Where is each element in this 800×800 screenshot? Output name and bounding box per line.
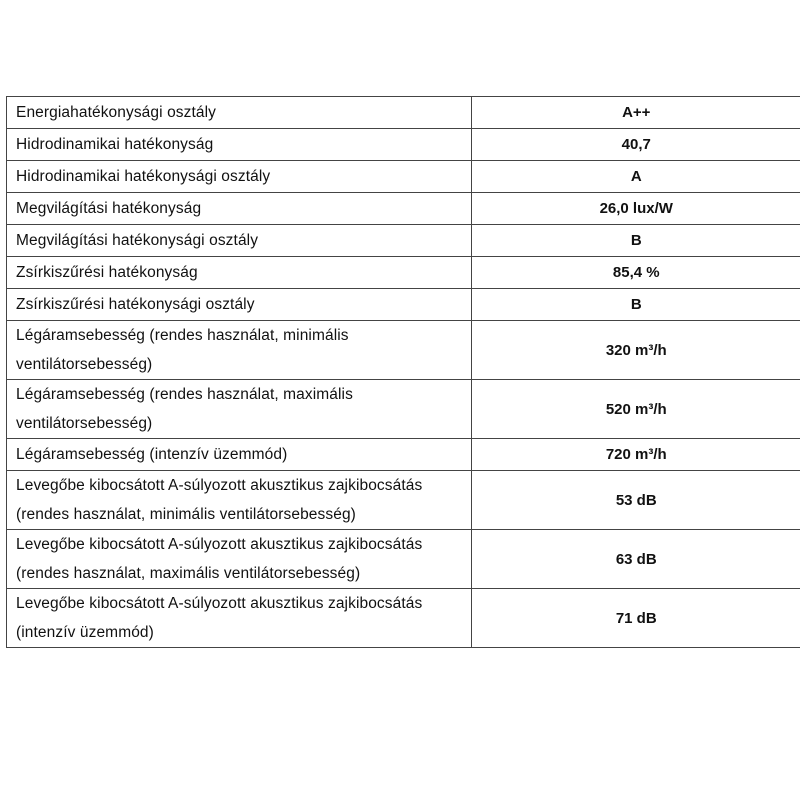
table-row bbox=[7, 129, 800, 161]
row-value: 53 dB bbox=[472, 471, 800, 530]
table-row bbox=[7, 225, 800, 257]
row-value: 63 dB bbox=[472, 530, 800, 589]
row-label: Légáramsebesség (rendes használat, maximális ventilátorsebesség) bbox=[7, 380, 472, 439]
row-label: Megvilágítási hatékonyság bbox=[7, 193, 472, 225]
row-value: B bbox=[472, 289, 800, 321]
table-row bbox=[7, 321, 800, 380]
table-row bbox=[7, 257, 800, 289]
spec-table bbox=[6, 96, 800, 648]
table-row bbox=[7, 161, 800, 193]
row-label: Hidrodinamikai hatékonysági osztály bbox=[7, 161, 472, 193]
row-value: 71 dB bbox=[472, 589, 800, 648]
row-value: 85,4 % bbox=[472, 257, 800, 289]
row-label: Levegőbe kibocsátott A-súlyozott akusztikus zajkibocsátás (rendes használat, minimális ventilátorsebesség) bbox=[7, 471, 472, 530]
row-value: 40,7 bbox=[472, 129, 800, 161]
row-value: B bbox=[472, 225, 800, 257]
row-label: Zsírkiszűrési hatékonyság bbox=[7, 257, 472, 289]
row-label: Levegőbe kibocsátott A-súlyozott akusztikus zajkibocsátás (intenzív üzemmód) bbox=[7, 589, 472, 648]
row-label: Légáramsebesség (rendes használat, minimális ventilátorsebesség) bbox=[7, 321, 472, 380]
table-row bbox=[7, 380, 800, 439]
row-value: A++ bbox=[472, 97, 800, 129]
table-row bbox=[7, 97, 800, 129]
row-label: Légáramsebesség (intenzív üzemmód) bbox=[7, 439, 472, 471]
row-value: 26,0 lux/W bbox=[472, 193, 800, 225]
row-label: Levegőbe kibocsátott A-súlyozott akusztikus zajkibocsátás (rendes használat, maximális ventilátorsebesség) bbox=[7, 530, 472, 589]
table-row bbox=[7, 471, 800, 530]
row-label: Zsírkiszűrési hatékonysági osztály bbox=[7, 289, 472, 321]
row-value: 320 m³/h bbox=[472, 321, 800, 380]
table-row bbox=[7, 289, 800, 321]
row-label: Energiahatékonysági osztály bbox=[7, 97, 472, 129]
table-row bbox=[7, 589, 800, 648]
table-row bbox=[7, 193, 800, 225]
row-value: A bbox=[472, 161, 800, 193]
row-label: Hidrodinamikai hatékonyság bbox=[7, 129, 472, 161]
row-label: Megvilágítási hatékonysági osztály bbox=[7, 225, 472, 257]
row-value: 520 m³/h bbox=[472, 380, 800, 439]
table-row bbox=[7, 530, 800, 589]
table-row bbox=[7, 439, 800, 471]
row-value: 720 m³/h bbox=[472, 439, 800, 471]
